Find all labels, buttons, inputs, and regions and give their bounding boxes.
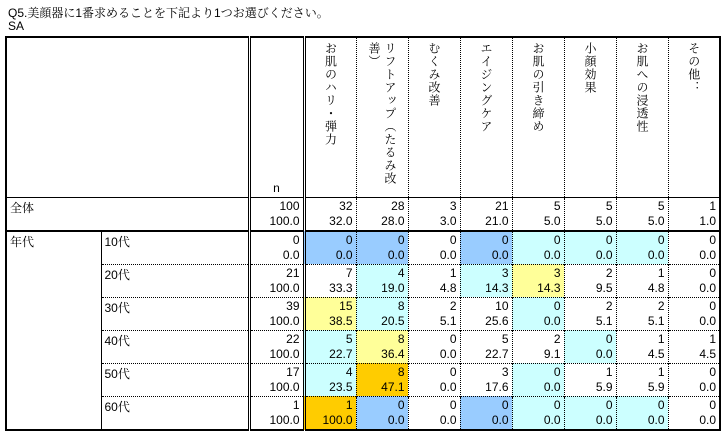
count-value: 0: [553, 364, 561, 379]
count-value: 1: [657, 364, 665, 379]
column-header-aging: [460, 37, 512, 197]
percent-value: 3.0: [439, 213, 457, 228]
percent-value: 0.0: [335, 247, 353, 262]
column-header-hikishime: [512, 37, 564, 197]
percent-value: 0.0: [699, 379, 716, 394]
percent-value: 0.0: [699, 313, 716, 328]
data-cell: [408, 396, 460, 430]
percent-value: 25.6: [485, 313, 509, 328]
percent-value: 0.0: [543, 412, 561, 427]
data-cell: [356, 297, 408, 330]
count-value: 15: [339, 298, 353, 313]
count-value: 10: [495, 298, 509, 313]
data-cell: [564, 330, 616, 363]
data-cell: [408, 297, 460, 330]
count-value: 1: [292, 397, 300, 412]
count-value: 5: [553, 198, 561, 213]
data-cell: [616, 197, 668, 231]
count-value: 0: [657, 397, 665, 412]
data-cell: [304, 197, 356, 231]
percent-value: 4.8: [439, 280, 457, 295]
n-cell: [249, 231, 304, 265]
count-value: 2: [449, 298, 457, 313]
data-cell: [564, 231, 616, 265]
data-cell: [356, 264, 408, 297]
count-value: 21: [495, 198, 509, 213]
n-cell: [249, 396, 304, 430]
n-cell: [249, 197, 304, 231]
count-value: 17: [286, 364, 300, 379]
count-value: 100: [279, 198, 300, 213]
percent-value: 23.5: [329, 379, 353, 394]
count-value: 0: [501, 397, 509, 412]
count-value: 0: [657, 232, 665, 247]
column-header-label: お肌への浸透性: [635, 42, 649, 133]
column-header-label: その他：: [686, 42, 701, 94]
count-value: 8: [397, 364, 405, 379]
count-value: 0: [449, 331, 457, 346]
count-value: 0: [292, 232, 300, 247]
count-value: 1: [709, 198, 716, 213]
data-cell: [616, 231, 668, 265]
percent-value: 0.0: [699, 247, 716, 262]
table-row-20s: [6, 264, 720, 297]
count-value: 3: [501, 364, 509, 379]
count-value: 2: [657, 298, 665, 313]
data-cell: [564, 396, 616, 430]
count-value: 5: [657, 198, 665, 213]
percent-value: 0.0: [439, 346, 457, 361]
data-cell: [512, 297, 564, 330]
data-cell: [512, 363, 564, 396]
n-cell: [249, 297, 304, 330]
data-cell: [616, 264, 668, 297]
table-row-50s: [6, 363, 720, 396]
percent-value: 0.0: [543, 247, 561, 262]
count-value: 4: [397, 265, 405, 280]
percent-value: 100.0: [269, 213, 300, 228]
stub-header-cell: [6, 37, 249, 197]
percent-value: 0.0: [387, 247, 405, 262]
percent-value: 5.0: [647, 213, 665, 228]
data-cell: [304, 330, 356, 363]
count-value: 0: [553, 232, 561, 247]
percent-value: 19.0: [381, 280, 405, 295]
percent-value: 4.5: [699, 346, 716, 361]
n-cell: [249, 330, 304, 363]
row-label: 30代: [101, 297, 249, 330]
n-cell: [249, 363, 304, 396]
percent-value: 0.0: [699, 412, 716, 427]
percent-value: 5.1: [647, 313, 665, 328]
count-value: 1: [657, 265, 665, 280]
row-label: 60代: [101, 396, 249, 430]
count-value: 1: [709, 331, 716, 346]
table-row-40s: [6, 330, 720, 363]
data-cell: [668, 197, 720, 231]
column-header-shintou: [616, 37, 668, 197]
percent-value: 5.9: [595, 379, 613, 394]
column-header-label: お肌のハリ・弾力: [323, 42, 338, 146]
data-cell: [460, 363, 512, 396]
percent-value: 100.0: [269, 280, 300, 295]
count-value: 0: [449, 232, 457, 247]
percent-value: 100.0: [269, 412, 300, 427]
count-value: 0: [605, 331, 613, 346]
count-value: 1: [345, 397, 353, 412]
percent-value: 14.3: [537, 280, 561, 295]
percent-value: 28.0: [381, 213, 405, 228]
percent-value: 1.0: [699, 213, 716, 228]
count-value: 1: [449, 265, 457, 280]
row-group-label: 年代: [6, 231, 101, 430]
percent-value: 0.0: [647, 412, 665, 427]
percent-value: 0.0: [647, 247, 665, 262]
percent-value: 0.0: [699, 280, 716, 295]
n-cell: [249, 264, 304, 297]
question-title: Q5.美顔器に1番求めることを下記より1つお選びください。: [8, 6, 329, 20]
count-value: 0: [397, 397, 405, 412]
percent-value: 0.0: [439, 412, 457, 427]
count-value: 5: [605, 198, 613, 213]
count-value: 8: [397, 298, 405, 313]
percent-value: 0.0: [439, 247, 457, 262]
data-cell: [304, 363, 356, 396]
data-cell: [564, 197, 616, 231]
data-cell: [564, 264, 616, 297]
percent-value: 0.0: [282, 247, 300, 262]
column-header-liftup: [356, 37, 408, 197]
data-cell: [408, 231, 460, 265]
percent-value: 20.5: [381, 313, 405, 328]
data-cell: [512, 396, 564, 430]
data-cell: [408, 264, 460, 297]
data-cell: [668, 297, 720, 330]
count-value: 5: [345, 331, 353, 346]
count-value: 2: [553, 331, 561, 346]
data-cell: [668, 363, 720, 396]
row-label: 10代: [101, 231, 249, 265]
percent-value: 47.1: [381, 379, 405, 394]
data-cell: [460, 297, 512, 330]
percent-value: 0.0: [595, 412, 613, 427]
data-cell: [408, 363, 460, 396]
crosstab-table: [5, 36, 721, 431]
count-value: 0: [345, 232, 353, 247]
total-row: [6, 197, 720, 231]
count-value: 3: [501, 265, 509, 280]
table-row-60s: [6, 396, 720, 430]
data-cell: [356, 330, 408, 363]
percent-value: 0.0: [595, 247, 613, 262]
count-value: 0: [709, 232, 716, 247]
percent-value: 5.9: [647, 379, 665, 394]
column-header-label: お肌の引き締め: [531, 42, 545, 133]
count-value: 7: [345, 265, 353, 280]
percent-value: 4.8: [647, 280, 665, 295]
count-value: 0: [397, 232, 405, 247]
count-value: 28: [391, 198, 405, 213]
percent-value: 0.0: [387, 412, 405, 427]
percent-value: 100.0: [269, 313, 300, 328]
data-cell: [304, 297, 356, 330]
column-header-label: むくみ改善: [427, 42, 441, 107]
percent-value: 5.0: [595, 213, 613, 228]
percent-value: 100.0: [269, 346, 300, 361]
percent-value: 4.5: [647, 346, 665, 361]
percent-value: 14.3: [485, 280, 509, 295]
header-row: [6, 37, 720, 197]
count-value: 3: [449, 198, 457, 213]
count-value: 39: [286, 298, 300, 313]
data-cell: [460, 197, 512, 231]
row-label: 40代: [101, 330, 249, 363]
column-header-mukumi: [408, 37, 460, 197]
table-row-30s: [6, 297, 720, 330]
column-header-label: エイジングケア: [479, 42, 493, 133]
percent-value: 0.0: [595, 346, 613, 361]
data-cell: [512, 231, 564, 265]
count-value: 0: [449, 397, 457, 412]
data-cell: [356, 197, 408, 231]
percent-value: 0.0: [491, 247, 509, 262]
data-cell: [668, 330, 720, 363]
count-value: 0: [501, 232, 509, 247]
count-value: 0: [709, 298, 716, 313]
count-value: 1: [657, 331, 665, 346]
data-cell: [460, 330, 512, 363]
count-value: 0: [709, 397, 716, 412]
count-value: 1: [605, 364, 613, 379]
count-value: 0: [605, 232, 613, 247]
percent-value: 0.0: [491, 412, 509, 427]
data-cell: [460, 396, 512, 430]
data-cell: [356, 396, 408, 430]
percent-value: 32.0: [329, 213, 353, 228]
column-header-label: 小顔効果: [583, 42, 597, 94]
count-value: 4: [345, 364, 353, 379]
survey-type-label: SA: [8, 19, 25, 33]
count-value: 0: [709, 364, 716, 379]
data-cell: [460, 264, 512, 297]
count-value: 22: [286, 331, 300, 346]
data-cell: [616, 396, 668, 430]
percent-value: 5.1: [439, 313, 457, 328]
percent-value: 0.0: [439, 379, 457, 394]
data-cell: [356, 363, 408, 396]
percent-value: 17.6: [485, 379, 509, 394]
percent-value: 36.4: [381, 346, 405, 361]
data-cell: [304, 264, 356, 297]
data-cell: [668, 264, 720, 297]
percent-value: 100.0: [269, 379, 300, 394]
data-cell: [512, 197, 564, 231]
data-cell: [616, 330, 668, 363]
data-cell: [616, 297, 668, 330]
percent-value: 22.7: [485, 346, 509, 361]
count-value: 0: [709, 265, 716, 280]
count-value: 3: [553, 265, 561, 280]
data-cell: [356, 231, 408, 265]
count-value: 5: [501, 331, 509, 346]
percent-value: 5.0: [543, 213, 561, 228]
percent-value: 22.7: [329, 346, 353, 361]
data-cell: [512, 330, 564, 363]
column-header-other: [668, 37, 720, 197]
count-value: 0: [553, 298, 561, 313]
count-value: 0: [605, 397, 613, 412]
data-cell: [564, 363, 616, 396]
data-cell: [668, 396, 720, 430]
data-cell: [512, 264, 564, 297]
table-row-10s: [6, 231, 720, 265]
percent-value: 21.0: [485, 213, 509, 228]
count-value: 0: [553, 397, 561, 412]
data-cell: [408, 197, 460, 231]
percent-value: 0.0: [543, 379, 561, 394]
percent-value: 9.5: [595, 280, 613, 295]
column-header-kogao: [564, 37, 616, 197]
data-cell: [668, 231, 720, 265]
count-value: 2: [605, 265, 613, 280]
percent-value: 5.1: [595, 313, 613, 328]
data-cell: [408, 330, 460, 363]
column-header-hari: [304, 37, 356, 197]
data-cell: [304, 396, 356, 430]
count-value: 0: [449, 364, 457, 379]
count-value: 21: [286, 265, 300, 280]
row-label: 50代: [101, 363, 249, 396]
percent-value: 9.1: [543, 346, 561, 361]
percent-value: 100.0: [322, 412, 353, 427]
column-header-label: リフトアップ（たるみ改善）: [367, 42, 397, 185]
percent-value: 0.0: [543, 313, 561, 328]
count-value: 2: [605, 298, 613, 313]
percent-value: 33.3: [329, 280, 353, 295]
row-label-total: 全体: [6, 197, 249, 231]
data-cell: [616, 363, 668, 396]
n-column-header: n: [249, 37, 304, 197]
percent-value: 38.5: [329, 313, 353, 328]
count-value: 8: [397, 331, 405, 346]
data-cell: [564, 297, 616, 330]
count-value: 32: [339, 198, 353, 213]
data-cell: [460, 231, 512, 265]
row-label: 20代: [101, 264, 249, 297]
data-cell: [304, 231, 356, 265]
